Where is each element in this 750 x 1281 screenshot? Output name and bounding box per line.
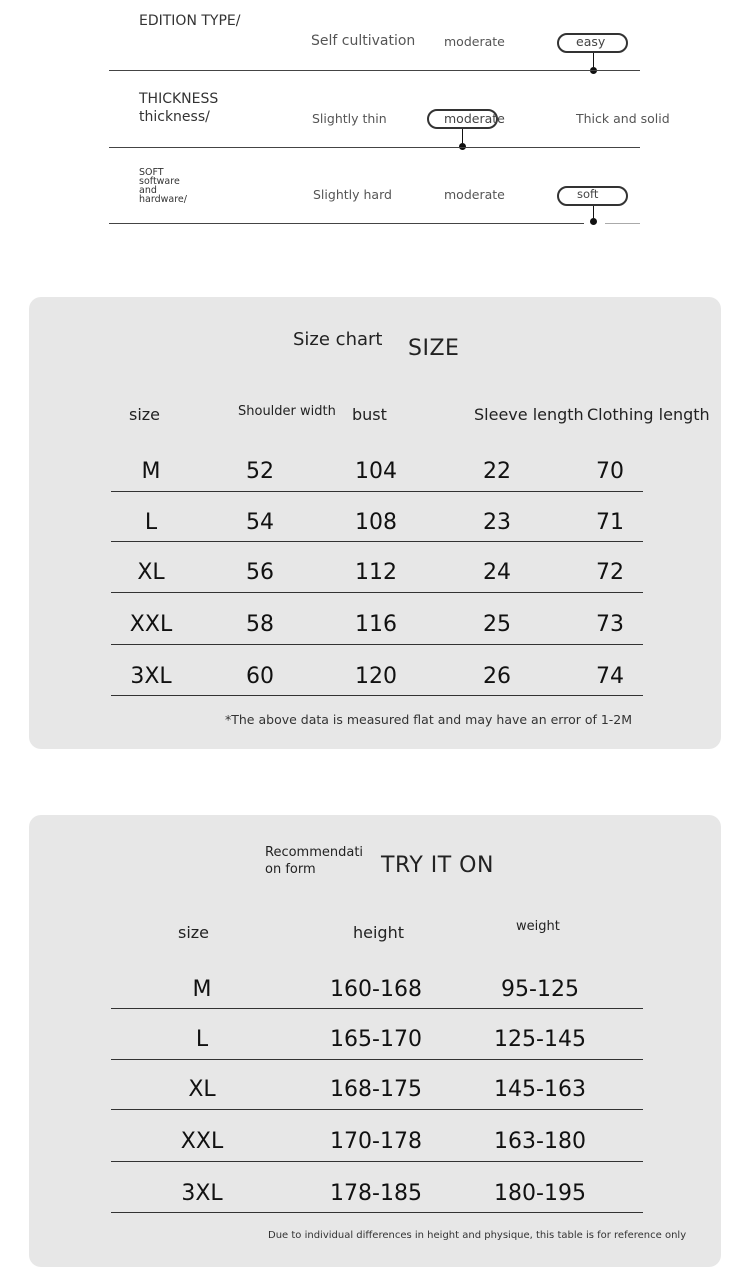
- cell-size: XXL: [129, 612, 173, 637]
- cell-weight: 145-163: [494, 1077, 586, 1102]
- cell-sleeve: 26: [483, 664, 511, 689]
- header-size: size: [129, 405, 161, 424]
- row-divider: [111, 695, 643, 696]
- cell-size: L: [195, 1027, 209, 1052]
- attr-label-edition-type: EDITION TYPE/: [139, 13, 241, 29]
- cell-bust: 104: [355, 459, 397, 484]
- cell-length: 70: [596, 459, 624, 484]
- size-chart-title-small: Size chart: [293, 329, 383, 350]
- try-on-title: TRY IT ON: [381, 853, 494, 878]
- try-on-title-small: [265, 844, 363, 878]
- cell-sleeve: 25: [483, 612, 511, 637]
- indicator-dot: [590, 218, 597, 225]
- cell-height: 160-168: [330, 977, 422, 1002]
- cell-length: 73: [596, 612, 624, 637]
- cell-weight: 163-180: [494, 1129, 586, 1154]
- attr-option: Slightly thin: [312, 111, 387, 126]
- size-chart-title: SIZE: [408, 336, 460, 361]
- attr-option: moderate: [444, 187, 505, 202]
- attr-option: Slightly hard: [313, 187, 392, 202]
- cell-shoulder: 54: [246, 510, 274, 535]
- cell-bust: 120: [355, 664, 397, 689]
- cell-size: XL: [137, 560, 165, 585]
- attr-option: Self cultivation: [311, 33, 416, 49]
- cell-bust: 108: [355, 510, 397, 535]
- cell-length: 72: [596, 560, 624, 585]
- cell-shoulder: 52: [246, 459, 274, 484]
- attr-option-selected: easy: [576, 34, 606, 49]
- cell-weight: 95-125: [501, 977, 579, 1002]
- attr-option: moderate: [444, 34, 505, 49]
- header-shoulder-width: Shoulder width: [238, 404, 336, 419]
- cell-shoulder: 56: [246, 560, 274, 585]
- cell-size: L: [144, 510, 158, 535]
- row-divider: [111, 491, 643, 492]
- header-sleeve-length: Sleeve length: [474, 405, 584, 424]
- header-size: size: [178, 923, 210, 942]
- cell-size: 3XL: [130, 664, 172, 689]
- cell-height: 178-185: [330, 1181, 422, 1206]
- cell-height: 165-170: [330, 1027, 422, 1052]
- try-on-note: Due to individual differences in height and physique, this table is for reference only: [268, 1230, 687, 1241]
- indicator-stem: [593, 206, 594, 218]
- try-on-title-small-line2: on form: [265, 862, 316, 877]
- indicator-stem: [593, 53, 594, 67]
- row-divider: [111, 1161, 643, 1162]
- header-clothing-length: Clothing length: [587, 405, 710, 424]
- attr-label-thickness-line2: thickness/: [139, 109, 210, 125]
- cell-size: M: [192, 977, 212, 1002]
- attr-divider: [109, 70, 640, 71]
- cell-weight: 125-145: [494, 1027, 586, 1052]
- cell-height: 168-175: [330, 1077, 422, 1102]
- attr-option: Thick and solid: [576, 111, 670, 126]
- attr-label-soft-line3: and: [139, 185, 157, 196]
- attr-option-selected: moderate: [444, 111, 505, 126]
- indicator-stem: [462, 129, 463, 143]
- header-weight: weight: [516, 919, 560, 934]
- attr-label-soft-line2: software: [139, 176, 180, 187]
- attr-label-soft-line1: SOFT: [139, 167, 164, 178]
- cell-size: XXL: [180, 1129, 224, 1154]
- row-divider: [111, 1109, 643, 1110]
- header-bust: bust: [352, 405, 387, 424]
- row-divider: [111, 592, 643, 593]
- cell-height: 170-178: [330, 1129, 422, 1154]
- attr-option-selected: soft: [577, 187, 599, 201]
- cell-length: 71: [596, 510, 624, 535]
- cell-shoulder: 60: [246, 664, 274, 689]
- row-divider: [111, 1008, 643, 1009]
- try-on-title-small-line1: Recommendati: [265, 845, 364, 860]
- cell-shoulder: 58: [246, 612, 274, 637]
- cell-size: XL: [188, 1077, 216, 1102]
- cell-sleeve: 23: [483, 510, 511, 535]
- attr-divider-tail: [605, 223, 640, 224]
- cell-size: 3XL: [181, 1181, 223, 1206]
- cell-length: 74: [596, 664, 624, 689]
- row-divider: [111, 1212, 643, 1213]
- header-height: height: [353, 923, 404, 942]
- cell-sleeve: 24: [483, 560, 511, 585]
- cell-weight: 180-195: [494, 1181, 586, 1206]
- attr-label-thickness-line1: THICKNESS: [139, 91, 219, 107]
- cell-bust: 112: [355, 560, 397, 585]
- attr-divider: [109, 223, 584, 224]
- size-chart-note: *The above data is measured flat and may have an error of 1-2M: [225, 712, 633, 727]
- cell-bust: 116: [355, 612, 397, 637]
- row-divider: [111, 644, 643, 645]
- row-divider: [111, 1059, 643, 1060]
- cell-sleeve: 22: [483, 459, 511, 484]
- row-divider: [111, 541, 643, 542]
- attr-divider: [109, 147, 640, 148]
- attr-label-soft-line4: hardware/: [139, 194, 187, 205]
- cell-size: M: [141, 459, 161, 484]
